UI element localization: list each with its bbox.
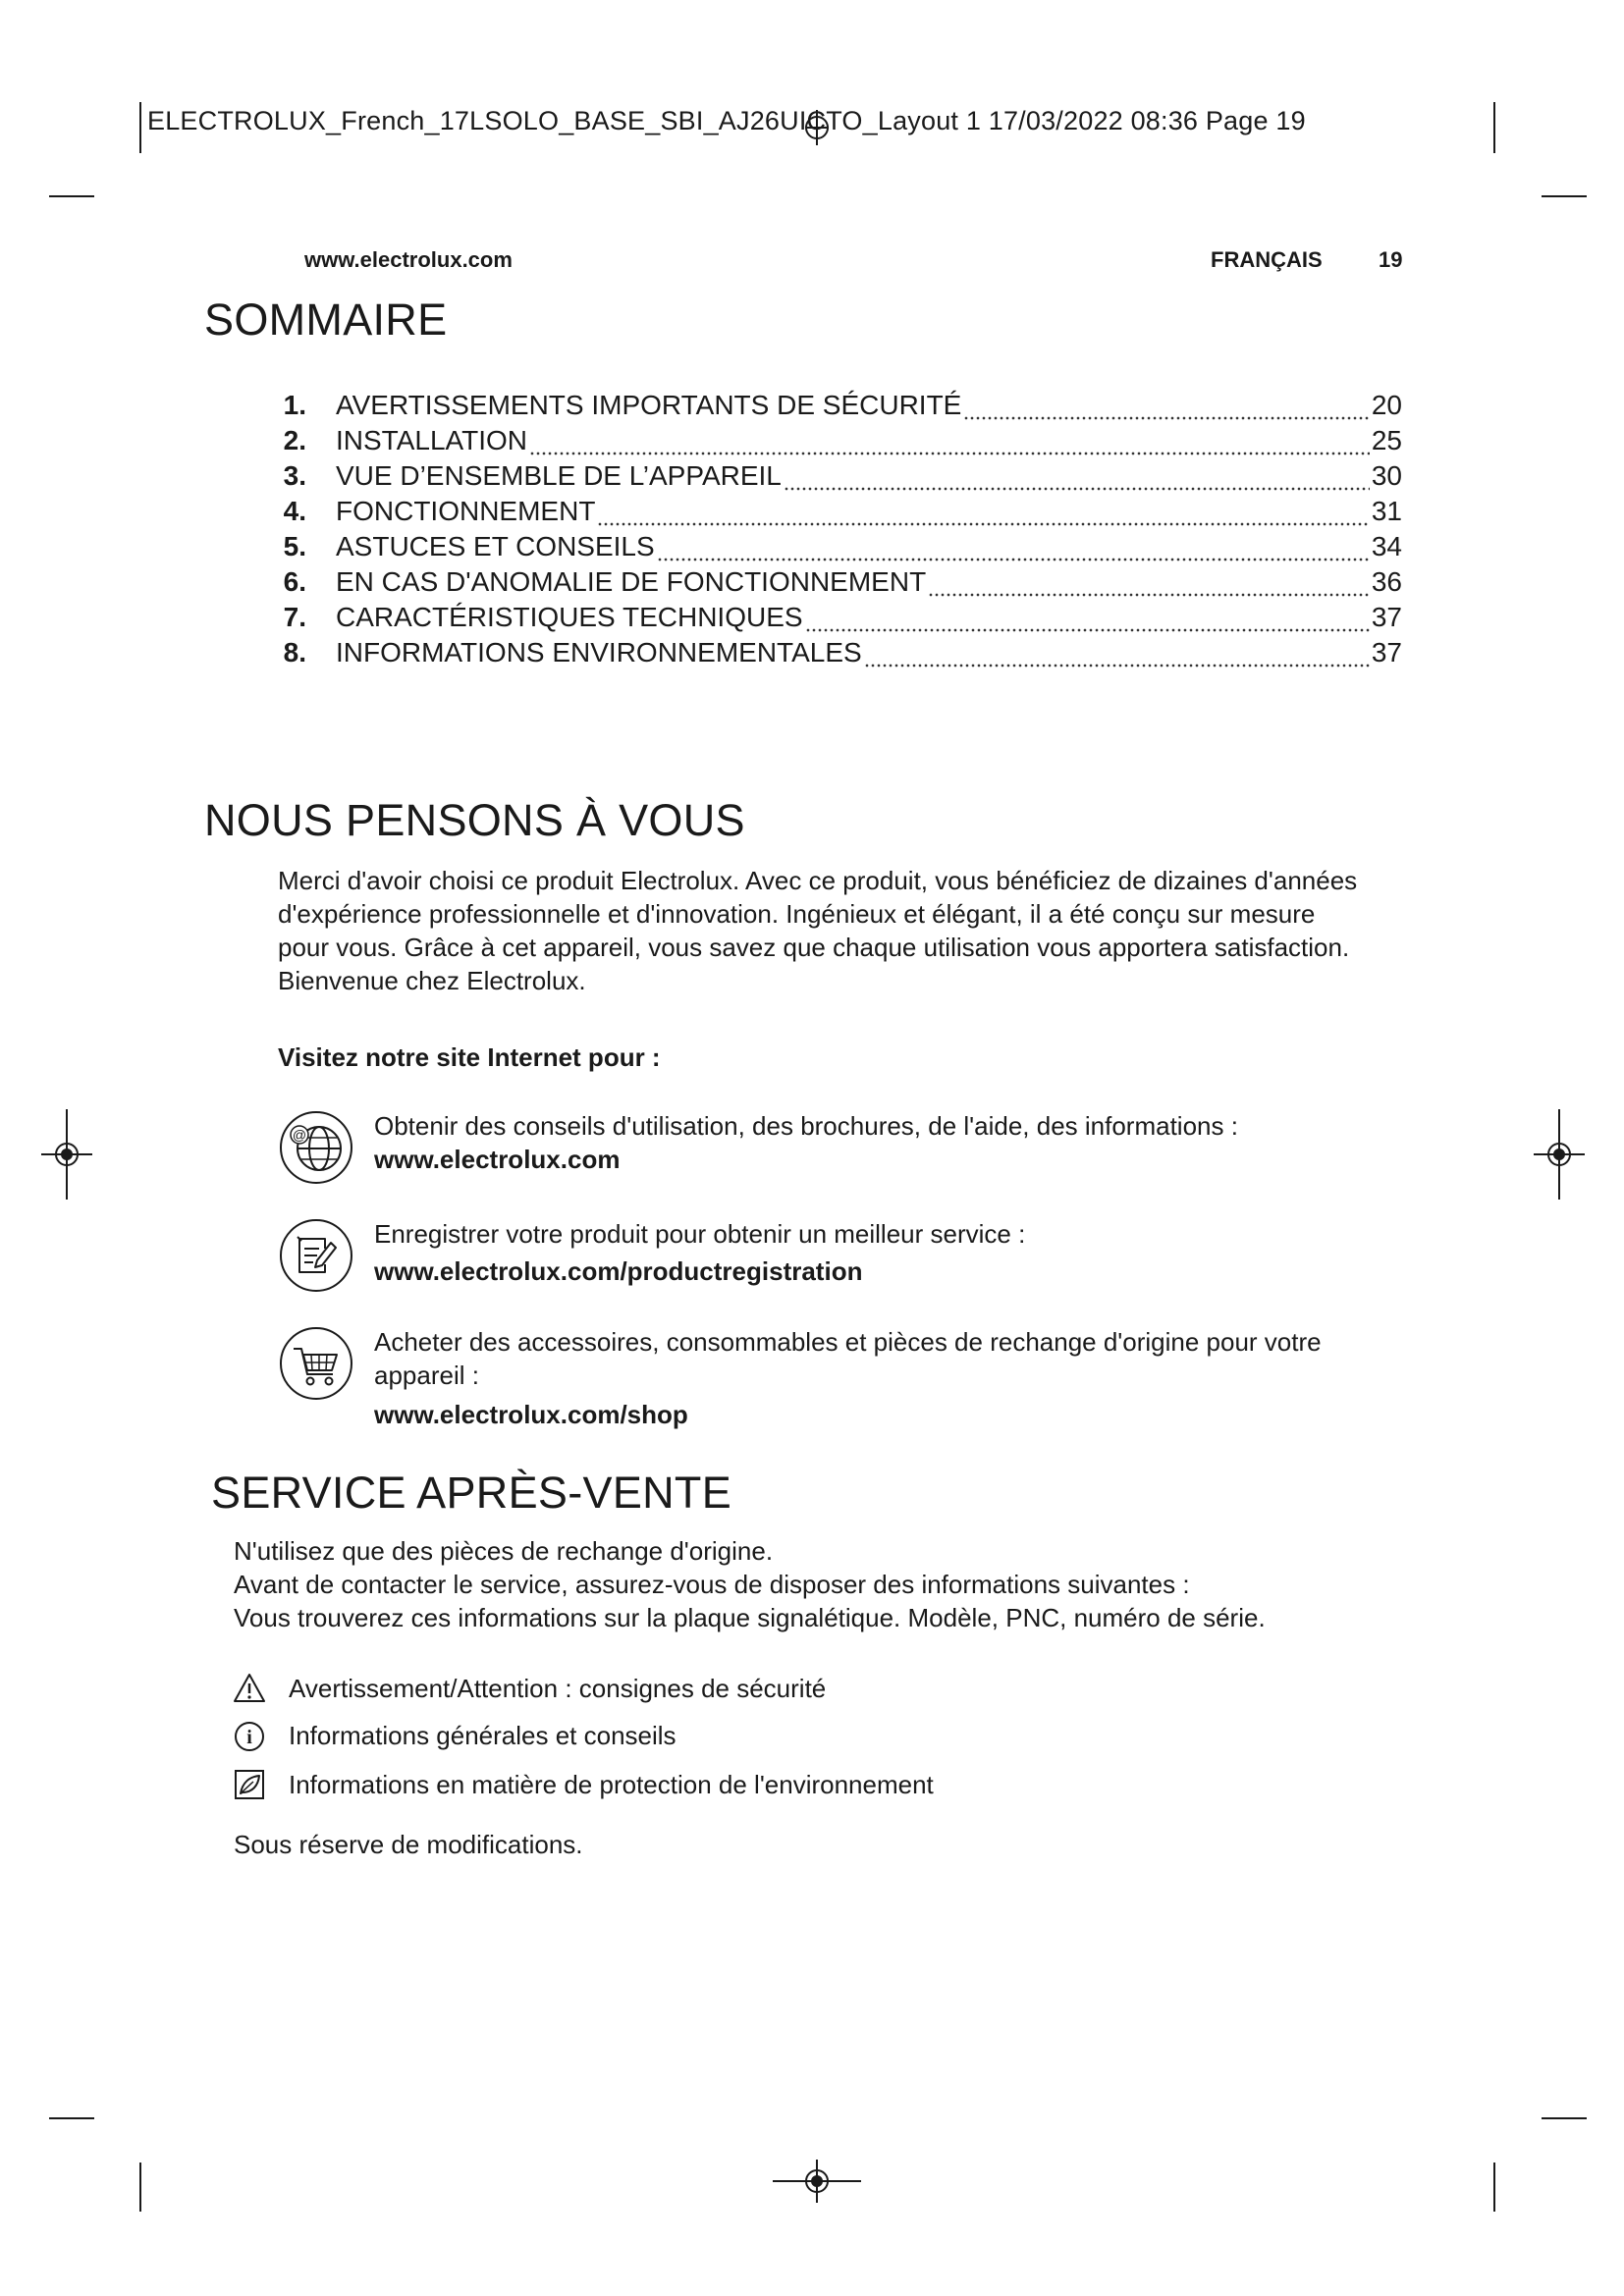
service-line: N'utilisez que des pièces de rechange d'origine. <box>234 1536 774 1566</box>
info-icon <box>232 1718 267 1753</box>
legend-text: Informations générales et conseils <box>289 1721 677 1750</box>
toc-page: 36 <box>1371 566 1402 597</box>
toc-label: ASTUCES ET CONSEILS <box>336 531 655 561</box>
toc-leader <box>597 494 1369 529</box>
toc-entry <box>275 635 1402 670</box>
legend-row-environment <box>232 1765 934 1804</box>
toc-page: 34 <box>1371 531 1402 561</box>
link-url[interactable]: www.electrolux.com/productregistration <box>374 1256 863 1286</box>
link-description: Obtenir des conseils d'utilisation, des brochures, de l'aide, des informations : <box>374 1111 1238 1141</box>
visit-heading: Visitez notre site Internet pour : <box>278 1042 661 1072</box>
registration-mark-left <box>41 1109 92 1200</box>
toc-entry <box>275 564 1402 600</box>
legend-row-info <box>232 1716 934 1755</box>
toc-number: 2. <box>283 425 306 455</box>
link-description: Acheter des accessoires, consommables et pièces de rechange d'origine pour votre <box>374 1327 1322 1357</box>
link-row-registration <box>278 1217 1417 1294</box>
welcome-line: pour vous. Grâce à cet appareil, vous savez que chaque utilisation vous apportera satisfaction. <box>278 933 1350 962</box>
registration-mark-right <box>1534 1109 1585 1200</box>
toc-title: SOMMAIRE <box>204 294 448 345</box>
toc-number: 1. <box>283 390 306 420</box>
toc-entry <box>275 529 1402 564</box>
toc-page: 20 <box>1371 390 1402 420</box>
svg-text:@: @ <box>292 1127 307 1143</box>
link-row-info <box>278 1109 1417 1186</box>
toc-label: AVERTISSEMENTS IMPORTANTS DE SÉCURITÉ <box>336 390 962 420</box>
globe-icon <box>278 1109 354 1186</box>
toc-page: 30 <box>1371 460 1402 491</box>
registration-icon <box>278 1217 354 1294</box>
toc-page: 31 <box>1371 496 1402 526</box>
toc-label: INFORMATIONS ENVIRONNEMENTALES <box>336 637 862 667</box>
link-description-cont: appareil : <box>374 1361 479 1390</box>
service-line: Avant de contacter le service, assurez-vous de disposer des informations suivantes : <box>234 1570 1190 1599</box>
toc-entry <box>275 458 1402 494</box>
toc-page: 25 <box>1371 425 1402 455</box>
toc-number: 8. <box>283 637 306 667</box>
service-line: Vous trouverez ces informations sur la plaque signalétique. Modèle, PNC, numéro de série. <box>234 1603 1266 1632</box>
toc-page: 37 <box>1371 602 1402 632</box>
toc-entry <box>275 494 1402 529</box>
welcome-line: Bienvenue chez Electrolux. <box>278 966 586 995</box>
table-of-contents <box>275 388 1402 670</box>
toc-leader <box>864 635 1370 670</box>
toc-leader <box>529 423 1370 458</box>
toc-number: 3. <box>283 460 306 491</box>
toc-leader <box>784 458 1370 494</box>
toc-leader <box>928 564 1370 600</box>
toc-page: 37 <box>1371 637 1402 667</box>
registration-mark-bottom <box>773 2160 861 2203</box>
symbol-legend <box>232 1669 934 1804</box>
link-url[interactable]: www.electrolux.com <box>374 1145 621 1174</box>
link-url[interactable]: www.electrolux.com/shop <box>374 1400 688 1429</box>
disclaimer: Sous réserve de modifications. <box>234 1830 583 1859</box>
toc-number: 5. <box>283 531 306 561</box>
welcome-line: d'expérience professionnelle et d'innovation. Ingénieux et élégant, il a été conçu sur mesure <box>278 899 1316 929</box>
toc-number: 6. <box>283 566 306 597</box>
header-page-number: 19 <box>1379 247 1403 272</box>
shopping-cart-icon <box>278 1325 354 1402</box>
print-slug: ELECTROLUX_French_17LSOLO_BASE_SBI_AJ26UICTO_Layout 1 17/03/2022 08:36 Page 19 <box>147 106 1306 135</box>
toc-leader <box>805 600 1370 635</box>
toc-label: INSTALLATION <box>336 425 528 455</box>
legend-row-warning <box>232 1669 934 1708</box>
toc-label: VUE D’ENSEMBLE DE L’APPAREIL <box>336 460 782 491</box>
toc-number: 7. <box>283 602 306 632</box>
legend-text: Informations en matière de protection de l'environnement <box>289 1770 934 1799</box>
toc-entry <box>275 423 1402 458</box>
header-language: FRANÇAIS <box>1211 247 1323 272</box>
toc-entry <box>275 600 1402 635</box>
toc-label: EN CAS D'ANOMALIE DE FONCTIONNEMENT <box>336 566 927 597</box>
toc-label: FONCTIONNEMENT <box>336 496 596 526</box>
welcome-paragraph <box>278 864 1417 997</box>
toc-leader <box>963 388 1369 423</box>
header-url: www.electrolux.com <box>304 247 513 272</box>
link-row-shop <box>278 1325 1417 1431</box>
service-title: SERVICE APRÈS-VENTE <box>211 1468 732 1518</box>
service-paragraph <box>234 1534 1412 1634</box>
warning-icon <box>232 1671 267 1706</box>
svg-text:i: i <box>246 1727 252 1748</box>
toc-leader <box>657 529 1370 564</box>
toc-number: 4. <box>283 496 306 526</box>
welcome-line: Merci d'avoir choisi ce produit Electrolux. Avec ce produit, vous bénéficiez de dizaines d'années <box>278 866 1358 895</box>
welcome-title: NOUS PENSONS À VOUS <box>204 795 745 845</box>
legend-text: Avertissement/Attention : consignes de sécurité <box>289 1674 827 1703</box>
link-description: Enregistrer votre produit pour obtenir un meilleur service : <box>374 1219 1026 1249</box>
toc-label: CARACTÉRISTIQUES TECHNIQUES <box>336 602 803 632</box>
toc-entry <box>275 388 1402 423</box>
leaf-icon <box>232 1767 267 1802</box>
